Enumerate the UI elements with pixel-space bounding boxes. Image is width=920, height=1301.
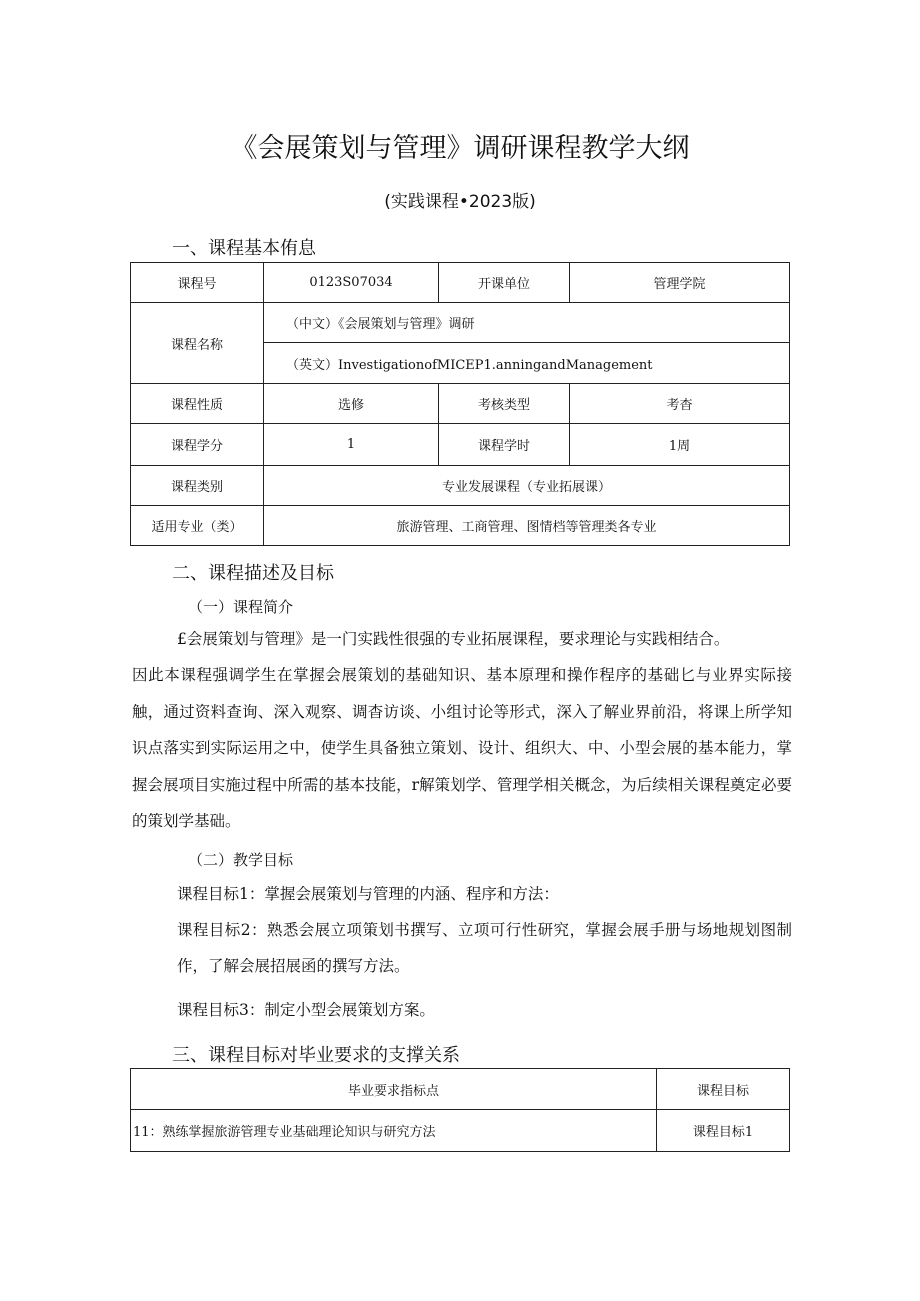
goal-1 [132, 876, 792, 912]
intro-body: 因此本课程强调学生在掌握会展策划的基础知识、基本原理和操作程序的基础匕与业界实际接触，通过资料查询、深入观察、调杳访谈、小组讨论等形式，深入了解业界前沿，将课上所学知识点落实到实际运用之中，使学生具备独立策划、设计、组织大、中、小型会展的基本能力，掌握会展项目实施过程中所需的基本技能，r解策划学、管理学相关概念，为后续相关课程奠定必要的策划学基础。 [132, 666, 792, 831]
course-name-cn: （中文）《会展策划与管理》调研 [264, 303, 790, 343]
table-row [131, 263, 790, 303]
support-table [130, 1068, 790, 1152]
nature-label: 课程性质 [131, 384, 264, 424]
section1-heading: 一、课程基本侑息 [172, 238, 316, 259]
table-row [131, 506, 790, 546]
section2-heading: 二、课程描述及目标 [172, 563, 334, 584]
assess-label: 考核类型 [439, 384, 570, 424]
nature-value: 选修 [264, 384, 439, 424]
goal-cell: 课程目标1 [657, 1110, 790, 1152]
intro-paragraph [132, 621, 792, 839]
course-info-table [130, 262, 790, 546]
goal-2 [132, 912, 792, 984]
table-row [131, 466, 790, 506]
table-row [131, 384, 790, 424]
requirement-cell: 11：熟练掌握旅游管理专业基础理论知识与研究方法 [131, 1110, 657, 1152]
intro-first-line: £会展策划与管理》是一门实践性很强的专业拓展课程，要求理论与实践相结合。 [177, 630, 730, 648]
dept-label: 开课单位 [439, 263, 570, 303]
goal-1-text: 课程目标1：掌握会展策划与管理的内涵、程序和方法： [177, 885, 559, 903]
majors-value: 旅游管理、工商管理、图情档等管理类各专业 [264, 506, 790, 546]
credit-label: 课程学分 [131, 424, 264, 466]
goals-heading: （二）教学目标 [188, 851, 294, 869]
course-no-value: 0123S07034 [264, 263, 439, 303]
category-label: 课程类别 [131, 466, 264, 506]
course-no-label: 课程号 [131, 263, 264, 303]
goal-3 [132, 992, 792, 1028]
intro-heading: （一）课程简介 [188, 598, 294, 616]
goal-column-header: 课程目标 [657, 1069, 790, 1110]
goal-2-text: 课程目标2：熟悉会展立项策划书撰写、立项可行性研究，掌握会展手册与场地规划图制作，了解会展招展函的撰写方法。 [177, 921, 792, 975]
dept-value: 管理学院 [570, 263, 790, 303]
credit-value: 1 [264, 424, 439, 466]
course-name-label: 课程名称 [131, 303, 264, 384]
requirement-column-header: 毕业要求指标点 [131, 1069, 657, 1110]
assess-value: 考杳 [570, 384, 790, 424]
table-row [131, 424, 790, 466]
table-row [131, 1110, 790, 1152]
table-row [131, 303, 790, 343]
goal-3-text: 课程目标3：制定小型会展策划方案。 [177, 1001, 435, 1019]
document-subtitle: (实践课程•2023版) [384, 192, 536, 212]
section3-heading: 三、课程目标对毕业要求的支撑关系 [172, 1045, 460, 1066]
category-value: 专业发展课程（专业拓展课） [264, 466, 790, 506]
course-name-en: （英文）InvestigationofMICEP1.anningandManagement [264, 343, 790, 384]
majors-label: 适用专业（类） [131, 506, 264, 546]
hours-value: 1周 [570, 424, 790, 466]
hours-label: 课程学时 [439, 424, 570, 466]
table-row [131, 1069, 790, 1110]
document-title: 《会展策划与管理》调研课程教学大纲 [230, 133, 690, 164]
